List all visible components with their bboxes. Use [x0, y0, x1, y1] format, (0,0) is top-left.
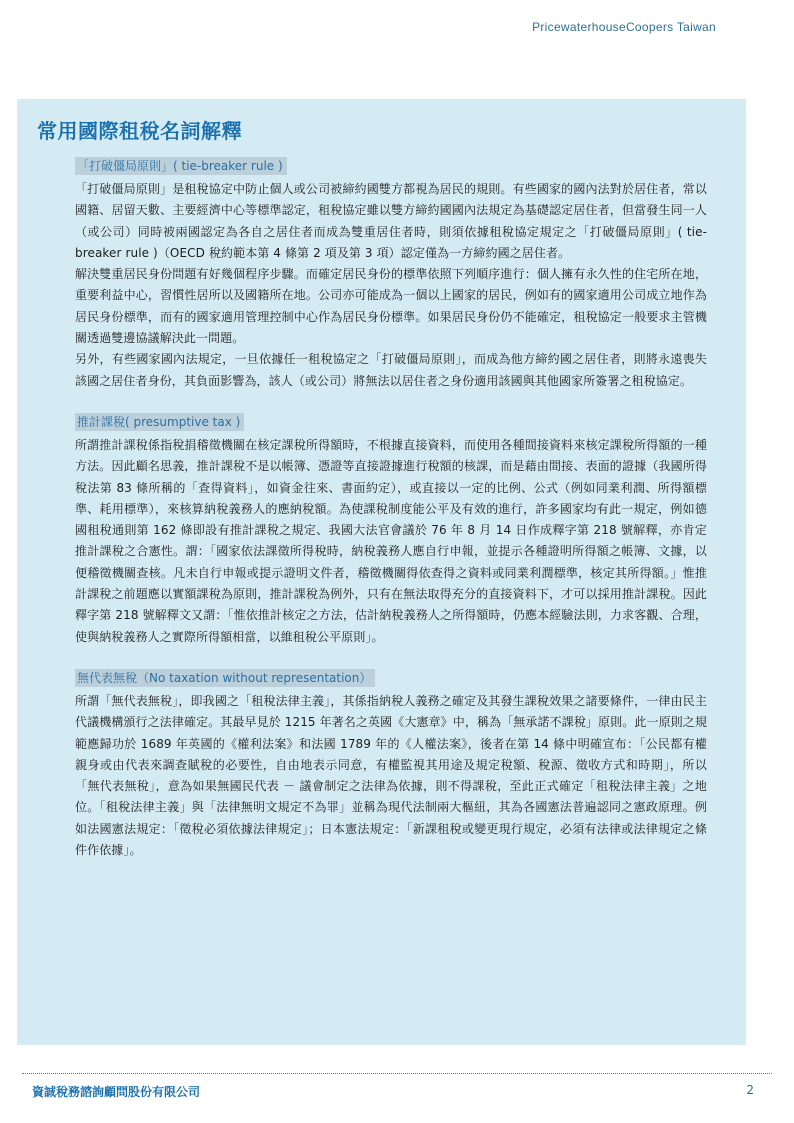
section-no-taxation-without-representation [75, 667, 707, 861]
glossary-content [75, 155, 707, 880]
section-presumptive-tax [75, 411, 707, 648]
paragraph: 解決雙重居民身份問題有好幾個程序步驟。而確定居民身份的標準依照下列順序進行：個人擁有永久性的住宅所在地，重要利益中心，習慣性居所以及國籍所在地。公司亦可能成為一個以上國家的居民，例如有的國家適用公司成立地作為居民身份標準，而有的國家適用管理控制中心作為居民身份標準。如果居民身份仍不能確定，租稅協定一般要求主管機關透過雙邊協議解決此一問題。 [75, 267, 707, 346]
footer-divider [22, 1073, 772, 1074]
section-heading: 推計課稅( presumptive tax ) [75, 413, 244, 431]
section-heading: 無代表無稅（No taxation without representation） [75, 669, 375, 687]
paragraph: 所謂推計課稅係指稅捐稽徵機關在核定課稅所得額時，不根據直接資料，而使用各種間接資料來核定課稅所得額的一種方法。因此顧名思義，推計課稅不是以帳簿、憑證等直接證據進行稅額的核課，而是藉由間接、表面的證據（我國所得稅法第 83 條所稱的「查得資料」，如資金往來、書面約定），或直接以一定的比例、公式（例如同業利潤、所得額標準、耗用標準），來核算納稅義務人的應納稅額。為使課稅制度能公平及有效的進行，許多國家均有此一規定，例如德國租稅通則第 162 條即設有推計課稅之規定、我國大法官會議於 76 年 8 月 14 日作成釋字第 218 號解釋，亦肯定推計課稅之合憲性。謂：「國家依法課徵所得稅時，納稅義務人應自行申報，並提示各種證明所得額之帳簿、文據，以便稽徵機關查核。凡未自行申報或提示證明文件者，稽徵機關得依查得之資料或同業利潤標準，核定其所得額。」惟推計課稅之前題應以實額課稅為原則，推計課稅為例外，只有在無法取得充分的直接資料下，才可以採用推計課稅。因此釋字第 218 號解釋文又謂：「惟依推計核定之方法，估計納稅義務人之所得額時，仍應本經驗法則，力求客觀、合理，使與納稅義務人之實際所得額相當，以維租稅公平原則」。 [75, 437, 707, 644]
paragraph: 另外，有些國家國內法規定，一旦依據任一租稅協定之「打破僵局原則」，而成為他方締約國之居住者，則將永遠喪失該國之居住者身份，其負面影響為，該人（或公司）將無法以居住者之身份適用該國與其他國家所簽署之租稅協定。 [75, 352, 707, 388]
paragraph: 所謂「無代表無稅」，即我國之「租稅法律主義」，其係指納稅人義務之確定及其發生課稅效果之諸要條件，一律由民主代議機構頒行之法律確定。其最早見於 1215 年著名之英國《大憲章》中，稱為「無承諾不課稅」原則。此一原則之規範應歸功於 1689 年英國的《權利法案》和法國 1789 年的《人權法案》，後者在第 14 條中明確宣布：「公民都有權親身或由代表來調查賦稅的必要性，自由地表示同意，有權監視其用途及規定稅額、稅源、徵收方式和時期」，所以「無代表無稅」，意為如果無國民代表 － 議會制定之法律為依據，則不得課稅，至此正式確定「租稅法律主義」之地位。「租稅法律主義」與「法律無明文規定不為罪」並稱為現代法制兩大樞紐，其為各國憲法普遍認同之憲政原理。例如法國憲法規定：「徵稅必須依據法律規定」；日本憲法規定：「新課租稅或變更現行規定，必須有法律或法律規定之條件作依據」。 [75, 693, 707, 858]
brand-name: PricewaterhouseCoopers Taiwan [532, 20, 716, 34]
section-tie-breaker-rule [75, 155, 707, 392]
page-number: 2 [746, 1083, 754, 1097]
footer-company-name: 資誠稅務諮詢顧問股份有限公司 [32, 1085, 201, 1099]
paragraph: 「打破僵局原則」是租稅協定中防止個人或公司被締約國雙方都視為居民的規則。有些國家的國內法對於居住者，常以國籍、居留天數、主要經濟中心等標準認定，租稅協定雖以雙方締約國國內法規定為基礎認定居住者，但當發生同一人（或公司）同時被兩國認定為各自之居住者而成為雙重居住者時，則須依據租稅協定規定之「打破僵局原則」( tie-breaker rule )（OECD 稅約範本第 4 條第 2 項及第 3 項）認定僅為一方締約國之居住者。 [75, 182, 707, 260]
page-title: 常用國際租稅名詞解釋 [37, 119, 242, 143]
section-heading: 「打破僵局原則」( tie-breaker rule ) [75, 157, 287, 175]
